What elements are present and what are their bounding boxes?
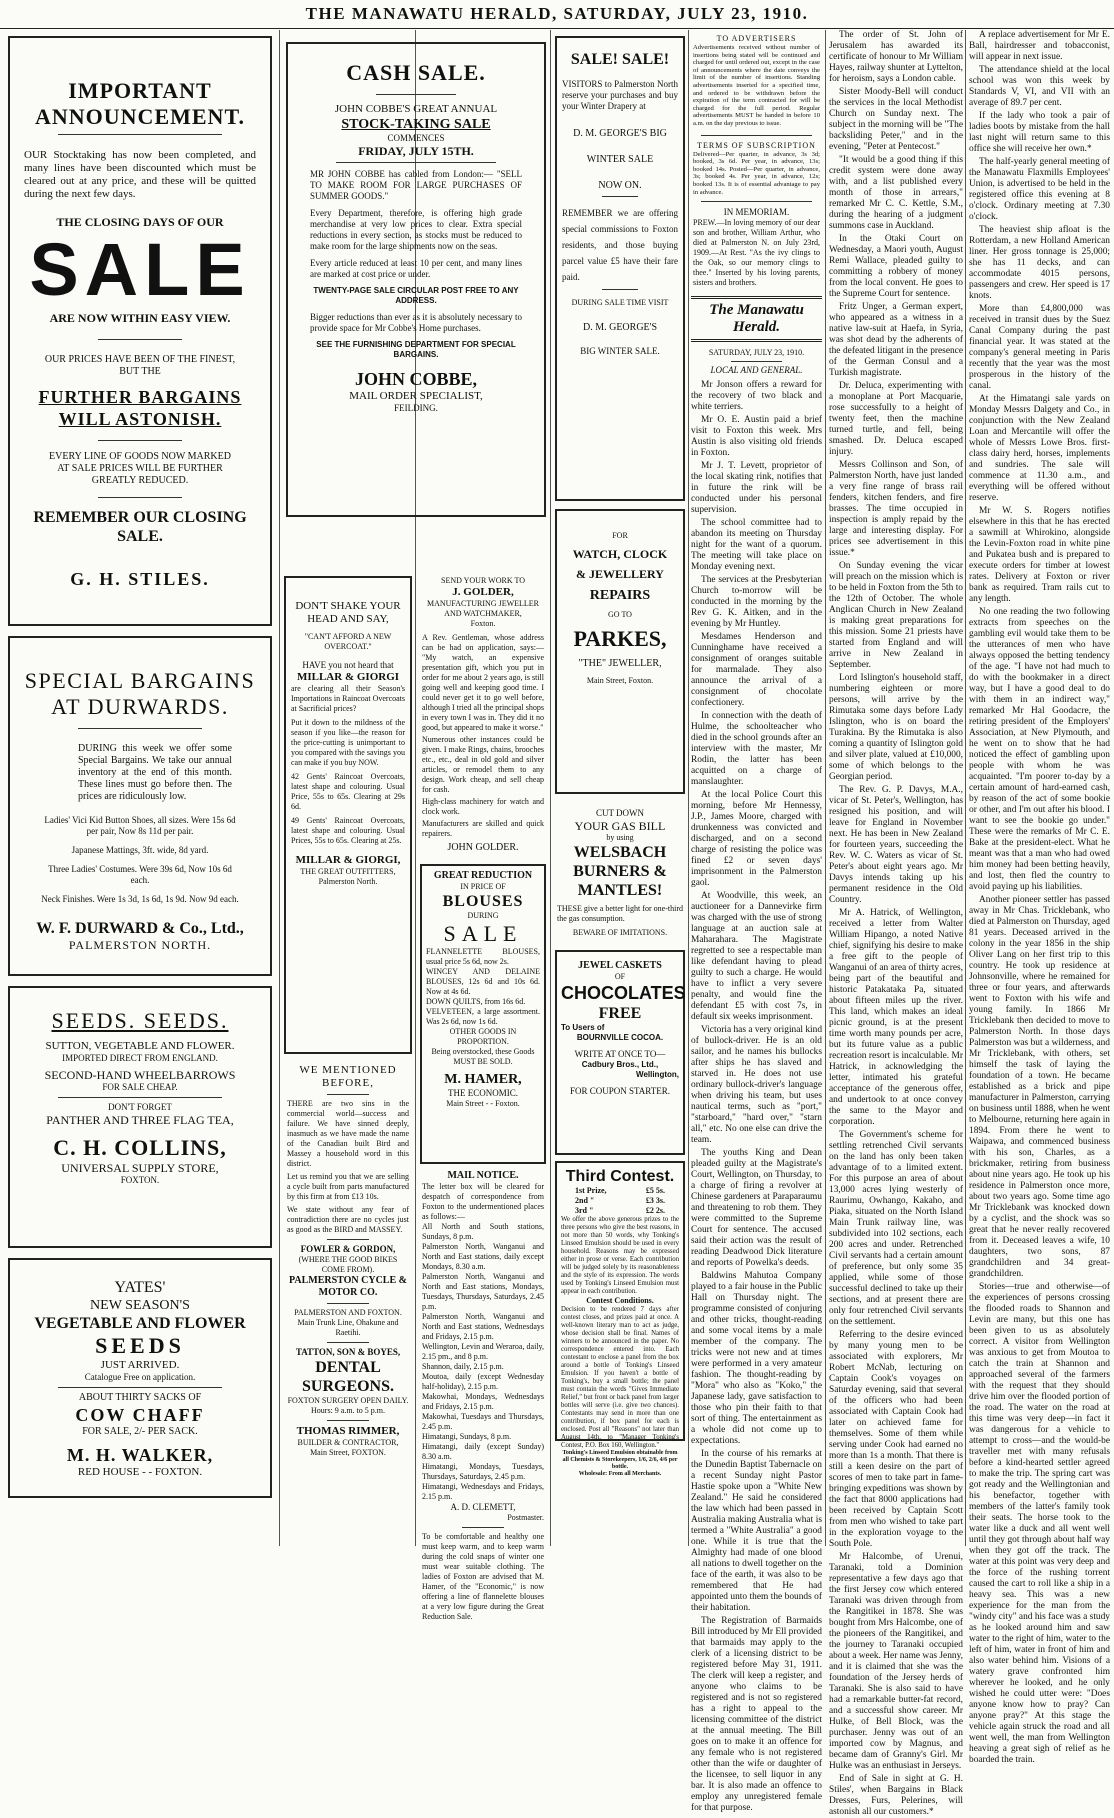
news-paragraph: At Woodville, this week, an auctioneer for a Dannevirke firm was charged with the use of strong language at an auction sale at Maharahara. The Magistrate regretted to see a respectable man like defendant having to plead guilty to such a charge. He would have to inflict a very severe penalty, and would fine the defendant £5 with cost 7s, in default six weeks imprisonment. xyxy=(691,891,822,1023)
advertiser-place: Main Street - - Foxton. xyxy=(446,1099,520,1108)
ad-item: Japanese Mattings, 3ft. wide, 8d yard. xyxy=(71,845,209,855)
news-paragraph: The youths King and Dean pleaded guilty at the Magistrate's Court, Wellington, on Thursday, to a charge of firing a revolver at Chinese gardeners at Paraparaumu and threatening to rob them. They were committed to the Supreme Court for sentence. The accused said their action was the result of reading Deadwood Dick literature and reports of Powelka's deeds. xyxy=(691,1148,822,1269)
ad-body: OUR Stocktaking has now been completed, and many lines have been discounted which must be cleared out at any price, and these will be quitted during the next few days. xyxy=(24,149,256,200)
ad-body: Manufacturers are skilled and quick repairers. xyxy=(422,819,544,838)
ad-item: 49 Gents' Raincoat Overcoats, latest shape and colouring. Usual Prices, 55s to 65s. Clearing at 25s. xyxy=(291,816,405,845)
ad-text: FREE xyxy=(598,1005,642,1022)
section-heading: TO ADVERTISERS xyxy=(716,34,797,43)
ad-text: JOHN COBBE'S GREAT ANNUAL xyxy=(334,103,498,115)
column-7 xyxy=(969,30,1110,1765)
ad-headline: DON'T SHAKE YOUR HEAD AND SAY, xyxy=(295,600,401,625)
advertiser-name: TATTON, SON & BOYES, xyxy=(295,1347,401,1357)
ad-text: THE ECONOMIC. xyxy=(448,1088,518,1098)
ad-text: "CAN'T AFFORD A NEW OVERCOAT." xyxy=(304,632,392,651)
ad-text: MAIL ORDER SPECIALIST, xyxy=(349,390,483,402)
ad-text: SEE THE FURNISHING DEPARTMENT FOR SPECIAL BARGAINS. xyxy=(316,340,516,359)
ad-body: Numerous other instances could be given. I make Rings, chains, brooches etc., etc., deal in old gold and silver articles, or remodel them to any design. Work cheap, and sell cheap for cash. xyxy=(422,735,544,794)
ad-text: BURNERS & xyxy=(573,863,667,880)
ad-text: WRITE AT ONCE TO— xyxy=(574,1049,666,1059)
ad-text: ABOUT THIRTY SACKS OF xyxy=(78,1392,202,1403)
prize-value: £5 5s. xyxy=(645,1186,665,1195)
ad-text: Main Trunk Line, Ohakune and Raetihi. xyxy=(297,1318,399,1337)
mail-sign: A. D. CLEMETT, xyxy=(450,1502,516,1512)
notice-body: Delivered—Per quarter, in advance, 3s 3d; booked, 3s 6d. Per year, in advance, 13s; booked 14s. Posted—Per quarter, in advance, 3s; booked 4s. Per year, in advance, 12s; booked 13s. It is of essential advantage to pay in advance. xyxy=(693,150,820,196)
ad-text: MILLAR & GIORGI xyxy=(296,671,400,683)
ad-item: WINCEY AND DELAINE BLOUSES, 12s 6d and 10s 6d. Now at 4s 6d. xyxy=(426,967,540,996)
ad-text: FURTHER BARGAINS WILL ASTONISH. xyxy=(38,387,242,429)
ad-text: FOR xyxy=(612,531,628,540)
news-paragraph: Mr W. S. Rogers notifies elsewhere in this that he has erected a sawmill at Whirokino, alongside the Levin-Foxton road in white pine and Pukatea bush and is prepared to execute orders for timber at lowest rates. Delivery at Foxton or river bank as required. Tram rails cut to any length. xyxy=(969,506,1110,604)
news-paragraph: Stories—true and otherwise—of the experiences of persons crossing the flooded roads to Shannon and Levin are many, but this one has been given to us as absolutely correct. A visitor from Wellington was anxious to get from Moutoa to catch the train at Shannon and approached several of the farmers with the request that they should drive him over the flooded portion of the road. The water on the road at this time was very deep—in fact it was dangerous for a vehicle to attempt to cross—and the would-be traveller met with many refusals before a kind-hearted settler agreed to make the trip. The spring cart was got ready and the Wellingtonian and his benefactor, together with members of the latter's family took their seats. The horse took to the water like a duck and all went well until they got through about half way when they got off the track. The water at this point was very deep and the force of the rushing torrent caused the cart to roll like a ship in a heavy sea. This was a new experience for the man from the "windy city" and his face was a study as he looked around him and saw water to the right of him, water to the left of him, water in front of him and also water behind him. Visions of a watery grave confronted him wherever he looked, and he only wished he could utter were: "Does anyone know how to pray? Can anyone pray?" At this stage the vehicle again struck the road and all went well, the man from Wellington heaving a great sigh of relief as he boarded the train. xyxy=(969,1282,1110,1765)
ad-item: OTHER GOODS IN PROPORTION. xyxy=(449,1027,517,1046)
ad-body: A Rev. Gentleman, whose address can be had on application, says:— "My watch, an expensive presentation gift, which you put in order for me about 2 years ago, is still going well and keeping good time. I could never get it to go well before, although I tried all the principal shops in every town I was in. They did it no good, but appeared to make it worse." xyxy=(422,633,544,732)
advertiser-place: Palmerston North. xyxy=(318,877,378,886)
mail-body: Moutoa, daily (except Wednesday half-holiday), 2.15 p.m. xyxy=(422,1372,544,1391)
sale-headline: SALE xyxy=(29,228,251,311)
welsbach-advertisement xyxy=(553,802,687,944)
ad-body: We offer the above generous prizes to the three persons who give the best reasons, in not more than 50 words, why Tonking's Linseed Emulsion should be used in every household. Reasons may be expressed either in prose or verse. Each contribution will be judged solely by its reasonableness and the style of its expression. The words used by Tonking's Linseed Emulsion must appear in each contribution. xyxy=(561,1216,679,1295)
collins-advertisement xyxy=(8,986,272,1248)
ad-text: MANUFACTURING JEWELLER AND WATCHMAKER, xyxy=(426,599,540,618)
mail-body: Himatangi, Wednesdays and Fridays, 2.15 p.m. xyxy=(422,1482,544,1501)
ad-text: CHOCOLATES xyxy=(561,983,686,1003)
prize-value: £2 2s. xyxy=(645,1206,665,1215)
ad-text: SEEDS xyxy=(95,1333,185,1358)
advertiser-place: FOXTON. xyxy=(120,1175,160,1185)
ad-body: Every Department, therefore, is offering high grade merchandise at very low prices to clear. Extra special reductions in every section, as stocks must be reduced to make room for the large shipments now on the seas. xyxy=(310,208,522,251)
advertiser-place: PALMERSTON NORTH. xyxy=(68,938,212,952)
notice-body: To be comfortable and healthy one must keep warm, and to keep warm during the cold snaps of winter one must wear suitable clothing. The ladies of Foxton are advised that M. Hamer, of the "Economic," is now offering a line of flannelette blouses at a very low figure during the Great Reduction Sale. xyxy=(422,1532,544,1621)
prize-value: £3 3s. xyxy=(645,1196,665,1205)
ad-text: DON'T FORGET xyxy=(108,1102,172,1112)
ad-body: DURING this week we offer some Special Bargains. We take our annual inventory at the end of this month. These lines must go before then. The prices are ridiculously low. xyxy=(78,743,232,802)
advertiser-name: MILLAR & GIORGI, xyxy=(295,854,401,866)
prize-label: 2nd " xyxy=(575,1196,595,1205)
ad-body: Decision to be rendered 7 days after contest closes, and prizes paid at once. A well-known literary man to act as judge, whose decision shall be final. Names of winners to be announced in the paper. No correspondence entered into. Each contestant to enclose a panel from the box around a bottle of Tonking's Linseed Emulsion. If you haven't a bottle of Tonking's, buy a small bottle; the panel must contain the words "Gives Immediate Relief," but front or back panel from larger bottles will serve (i.e. give two chances). Contestants may send in more than one contribution, if box panel for each is enclosed. Post all "Reasons" not later than August 14th, to "Manager Tonking's Contest, P.O. Box 160, Wellington." xyxy=(561,1306,679,1449)
ad-body: VISITORS to Palmerston North reserve your purchases and buy your Winter Drapery at xyxy=(562,79,678,111)
ad-item: FLANNELETTE BLOUSES, usual price 5s 6d, now 2s. xyxy=(426,947,540,966)
ad-headline: SALE! SALE! xyxy=(570,51,670,68)
column-divider xyxy=(550,30,551,1546)
ad-text: To Users of xyxy=(561,1023,605,1032)
ad-headline: YATES' xyxy=(114,1279,166,1296)
ad-body: Bigger reductions than ever as it is absolutely necessary to provide space for Mr Cobbe's Home purchases. xyxy=(310,312,522,333)
column-divider xyxy=(825,30,826,1546)
ad-text: THE GREAT OUTFITTERS, xyxy=(300,867,396,876)
news-paragraph: In the Otaki Court on Wednesday, a Maori youth, August Remi Wallace, pleaded guilty to committing a robbery of money from the local convent. He goes to the Supreme Court for sentence. xyxy=(829,234,963,299)
ad-text: Foxton. xyxy=(470,619,496,628)
millar-advertisement xyxy=(284,576,412,1054)
notice-body: PREW.—In loving memory of our dear son and brother, William Arthur, who died at Palmerston N. on July 23rd, 1909.—At Rest. "As the ivy clings to the Oak, so our memory clings to thee." Inserted by his loving parents, sisters and brothers. xyxy=(693,218,820,288)
news-paragraph: The school committee had to abandon its meeting on Thursday night for the want of a quorum. The meeting will take place on Monday evening next. xyxy=(691,518,822,573)
news-paragraph: Lord Islington's household staff, numbering eighteen or more persons, will arrive by the Rimutaka some days before Lady Islington, who is on board the Turakina. By the Rimutaka is also coming a quantity of Islington gold and silver plate, valued at £10,000, some of which belongs to the Georgian period. xyxy=(829,673,963,782)
news-paragraph: The services at the Presbyterian Church to-morrow will be conducted in the morning by the Rev G. K. Aitken, and in the evening by Mr Huntley. xyxy=(691,575,822,630)
ad-text: PALMERSTON AND FOXTON. xyxy=(294,1308,402,1317)
ad-text: GREAT REDUCTION xyxy=(433,870,533,881)
cobbe-advertisement xyxy=(286,42,546,517)
prize-label: 1st Prize, xyxy=(575,1186,607,1195)
subscription-notice xyxy=(691,139,822,199)
ad-item: Being overstocked, these Goods MUST BE SOLD. xyxy=(431,1047,535,1066)
news-paragraph: On Sunday evening the vicar will preach on the mission which is to be held in Foxton from the 5th to the 12th of October. The whole Anglican Church in New Zealand is making great preparations for this mission. Some 21 priests have started from England and will arrive in New Zealand in September. xyxy=(829,561,963,670)
parkes-advertisement xyxy=(555,509,685,794)
ad-headline: SEEDS. SEEDS. xyxy=(51,1008,229,1033)
ad-text: YOUR GAS BILL xyxy=(574,819,666,833)
news-paragraph: Messrs Collinson and Son, of Palmerston North, have just landed a very fine range of brass rail fenders, kitchen fenders, and fire brasses. The time occupied in inspection is amply repaid by the large and interesting display. For prices see advertisement in this issue.* xyxy=(829,460,963,558)
ad-text: COW CHAFF xyxy=(75,1405,205,1425)
ad-text: FOR COUPON STARTER. xyxy=(569,1086,670,1096)
news-paragraph: Mr Jonson offers a reward for the recovery of two black and white terriers. xyxy=(691,380,822,413)
news-paragraph: At the local Police Court this morning, before Mr Hennessy, J.P., James Moore, charged with drunkenness was convicted and discharged, and on a second charge of resisting the police was fined £2 or seven days' imprisonment in the Palmerston gaol. xyxy=(691,790,822,889)
advertiser-name: C. H. COLLINS, xyxy=(53,1135,227,1160)
ad-item: 42 Gents' Raincoat Overcoats, latest shape and colouring. Usual Price, 55s to 65s. Clearing at 29s 6d. xyxy=(291,772,405,811)
ad-text: BEWARE OF IMITATIONS. xyxy=(572,928,668,937)
ad-text: Contest Conditions. xyxy=(586,1296,654,1305)
ad-body: High-class machinery for watch and clock work. xyxy=(422,797,544,816)
news-paragraph: The Registration of Barmaids Bill introduced by Mr Ell provided that barmaids may apply to the clerk of a licensing district to be registered before May 31, 1911. The clerk will keep a register, and anyone who claims to be registered and is not so registered has a right to appeal to the licensing committee of the district at the annual meeting. The Bill goes on to make it an offence for any female who is not registered other than the wife or daughter of the licensee, to sell liquor in any bar. It is also made an offence to employ any unregistered female for that purpose. xyxy=(691,1616,822,1814)
news-paragraph: The order of St. John of Jerusalem has awarded its certificate of honour to Mr William Hayes, railway shunter at Lyttelton, for heroism, says a London cable. xyxy=(829,30,963,84)
column-5 xyxy=(691,30,823,1814)
ad-text: JEWEL CASKETS xyxy=(578,960,662,971)
ad-body: are clearing all their Season's Importations in Raincoat Overcoats at Sacrificial prices? xyxy=(291,684,405,713)
ad-text: DURING SALE TIME VISIT xyxy=(571,298,669,307)
ad-headline: SPECIAL BARGAINS AT DURWARDS. xyxy=(24,668,256,719)
ad-body: REMEMBER we are offering special commissions to Foxton residents, and those buying parcel value £5 have their fare paid. xyxy=(562,208,678,282)
news-paragraph: Mr J. T. Levett, proprietor of the local skating rink, notifies that in future the rink will be conducted under his personal supervision. xyxy=(691,461,822,516)
news-paragraph: Mr A. Hatrick, of Wellington, received a letter from Walter William Hipango, a noted Native chief, signifying his desire to make a free gift to the people of Wanganui of an area of thirty acres, being part of the beautiful and historic Patakataka Pa, situated about fifteen miles up the river. This land, which makes an ideal picnic ground, is at the present time worth many pounds per acre, but its future value as a public recreation resort is incalculable. Mr Hatrick, in acknowledging the letter, intimated his grateful acceptance of the generous offer, and undertook to at once convey the same to the Mayor and corporation. xyxy=(829,908,963,1127)
golder-advertisement xyxy=(418,570,548,860)
news-paragraph: Mr O. E. Austin paid a brief visit to Foxton this week. Mrs Austin is also visiting old friends in Foxton. xyxy=(691,415,822,459)
ad-item: Ladies' Vici Kid Button Shoes, all sizes. Were 15s 6d per pair, Now 8s 11d per pair. xyxy=(44,815,236,836)
to-advertisers-notice xyxy=(691,30,822,132)
ad-text: STOCK-TAKING SALE xyxy=(341,117,491,132)
column-6 xyxy=(829,30,963,1817)
news-paragraph: The half-yearly general meeting of the Manawatu Flaxmills Employees' Union, is advertised to be held in the registered office this evening at 8 o'clock. Ordinary meeting at 7.30 o'clock. xyxy=(969,157,1110,222)
ad-sign: JOHN GOLDER. xyxy=(447,842,519,853)
column-2 xyxy=(282,570,414,1546)
ad-text: REPAIRS xyxy=(589,588,651,603)
news-paragraph: More than £4,800,000 was received in transit dues by the Suez Canal Company during the past financial year. It was stated at the company's general meeting in Paris recently that the year was the most prosperous in the history of the canal. xyxy=(969,304,1110,391)
ad-body: Let us remind you that we are selling a cycle built from parts manufactured by this firm at from £13 10s. xyxy=(287,1172,409,1201)
news-paragraph: Referring to the desire evinced by many young men to be associated with explorers, Mr Robert McNab, lecturing on Captain Cook's voyages on Saturday evening, said that several of the officers who had been associated with Captain Cook had later on achieved fame for themselves. Some of them while serving under Cook had earned no more than 1s a month. That there is still a keen desire on the part of scores of men to take part in fame-bringing expeditions was shown by the fact that 8000 applications had been received by Captain Scott from men who wished to take part in the exploration voyage to the South Pole. xyxy=(829,1330,963,1549)
news-paragraph: Mr Halcombe, of Urenui, Taranaki, told a Dominion representative a few days ago that the first Jersey cow which entered Taranaki was driven through from the Rangitikei in 1878. She was bought from Mrs Halcombe, one of the pioneers of the Rangitikei, and the journey to Taranaki occupied about a week. Her name was Jenny, and it is claimed that she was the foundation of the Jersey herds of Taranaki. She is also said to have had a remarkable butter-fat record, and a successful show career. Mr Hulke, of Bell Block, was the purchaser. Jenny was out of an imported cow by Magnus, and became dam of Granny's Girl. Mr Hulke was an enthusiast in Jerseys. xyxy=(829,1552,963,1771)
mail-notice xyxy=(418,1168,548,1624)
ad-text: Hours: 9 a.m. to 5 p.m. xyxy=(311,1406,385,1415)
advertiser-place: Main Street, Foxton. xyxy=(586,676,654,685)
ad-text: THE CLOSING DAYS OF OUR xyxy=(56,215,224,229)
fowler-gordon-advertisement xyxy=(282,1060,414,1462)
ad-body: Put it down to the mildness of the season if you like—the reason for the price-cutting is unimportant to you compared with the savings you can make if you buy NOW. xyxy=(291,718,405,767)
ad-text: BUILDER & CONTRACTOR, xyxy=(297,1438,399,1447)
advertiser-name: G. H. STILES. xyxy=(70,569,210,589)
news-paragraph: Sister Moody-Bell will conduct the services in the local Methodist Church on Sunday next. The subject in the morning will be "The backsliding Peter," and in the evening, "Peter at Pentecost." xyxy=(829,87,963,152)
news-paragraph: The heaviest ship afloat is the Rotterdam, a new Holland American liner. Her gross tonnage is 25,000; she has 11 decks, and can accommodate 4015 persons, passengers and crew. Her speed is 17 knots. xyxy=(969,225,1110,301)
ad-text: WATCH, CLOCK xyxy=(572,547,668,561)
prize-label: 3rd " xyxy=(575,1206,594,1215)
ad-text: Catalogue Free on application. xyxy=(84,1372,196,1382)
column-3 xyxy=(418,570,548,1621)
mail-body: Palmerston North, Wanganui and North and East stations, Wednesdays and Fridays, 2.15 p.m. xyxy=(422,1312,544,1341)
news-paragraph: Victoria has a very original kind of bullock-driver. He is an old sailor, and he names his bullocks after ships he has slaved and starved in. He does not use ordinary bullock-driver's language when driving his team, but uses nautical terms, such as "port," "starboard," "hard over," "starn all," etc. No one else can drive the team. xyxy=(691,1025,823,1146)
news-paragraph: The attendance shield at the local school was won this week by Standards V, VI, and VII with an average of 89.7 per cent. xyxy=(969,65,1110,108)
ad-text: VEGETABLE AND FLOWER xyxy=(34,1315,246,1332)
ad-text: PANTHER AND THREE FLAG TEA, xyxy=(46,1113,234,1127)
column-1 xyxy=(4,30,276,1546)
column-4 xyxy=(553,30,687,1546)
advertiser-place: RED HOUSE - - FOXTON. xyxy=(77,1466,203,1478)
mail-body: Makowhai, Tuesdays and Thursdays, 2.45 p.m. xyxy=(422,1412,544,1431)
ad-text: WELSBACH xyxy=(573,844,667,861)
news-paragraph: At the Himatangi sale yards on Monday Messrs Dalgety and Co., in conjunction with the New Zealand Loan and Mercantile will offer the whole of Messrs Lowe Bros. first-class dairy herd, horses, implements and sundries. The sale will commence at 11.30 a.m., and everything will be offered without reserve. xyxy=(969,394,1110,503)
news-paragraph: No one reading the two following extracts from speeches on the gambling evil would take them to be the utterances of men who have always opposed the betting tendency of the age. "I have not had much to do with the bookmaker in a direct way, but I have a good deal to do with them in an indirect way," remarked Mr Hal Goodacre, the retiring president of the Employers' Association, at New Plymouth, and he went on to show that he had noticed the effect of gambling upon people with whom he was acquainted. "I'm poorer to-day by a certain amount of hard-earned cash, by reason of the act of some bookie or other, and I'm out after his blood. I want to see the bookie go under." These were the remarks of Mr C. E. Bake at the president-elect. What he meant was that a man who had owed him money had been betting heavily, and lost, then fled the country to avoid paying up his liabilities. xyxy=(969,607,1110,892)
ad-text: OUR PRICES HAVE BEEN OF THE FINEST, BUT THE xyxy=(44,354,236,377)
newspaper-masthead: THE MANAWATU HERALD, SATURDAY, JULY 23, 1910. xyxy=(0,0,1114,29)
ad-text: NEW SEASON'S xyxy=(90,1298,190,1313)
ad-text: Wholesale: From all Merchants. xyxy=(578,1471,662,1477)
column-divider xyxy=(965,30,966,1546)
ad-headline: IMPORTANT ANNOUNCEMENT. xyxy=(35,78,245,129)
ad-text: BLOUSES xyxy=(442,893,524,910)
mail-body: Himatangi, Sundays, 8 p.m. xyxy=(422,1432,512,1441)
news-paragraph: The Rev. G. P. Davys, M.A., vicar of St. Peter's, Wellington, has resigned his position, and will leave for England in November next. He has been in New Zealand for fourteen years, succeeding the Rev. W. C. Waters as vicar of St. Peter's about eight years ago. Mr Davys intends taking up his permanent residence in the Old Country. xyxy=(829,785,963,905)
news-paragraph: End of Sale in sight at G. H. Stiles', when Bargains in Black Dresses, Furs, Pelerines, will astonish all our customers.* xyxy=(829,1774,963,1817)
ad-text: UNIVERSAL SUPPLY STORE, xyxy=(61,1161,219,1175)
ad-text: DURING xyxy=(467,911,499,920)
ad-text: SALE xyxy=(443,921,523,946)
ad-text: SEND YOUR WORK TO xyxy=(441,576,525,585)
tonking-contest-advertisement xyxy=(555,1161,685,1477)
ad-text: CUT DOWN xyxy=(595,808,645,818)
ad-text: OF xyxy=(614,972,626,981)
ad-text: Wellington, xyxy=(636,1070,679,1079)
walker-advertisement xyxy=(8,1258,272,1498)
ad-text: PALMERSTON CYCLE & MOTOR CO. xyxy=(289,1275,407,1298)
ad-headline: WE MENTIONED BEFORE, xyxy=(299,1064,397,1089)
news-paragraph: If the lady who took a pair of ladies boots by mistake from the hall last night will return same to this office she will receive her own.* xyxy=(969,111,1110,154)
ad-item: Three Ladies' Costumes. Were 39s 6d, Now 10s 6d each. xyxy=(48,864,232,885)
advertiser-name: FOWLER & GORDON, xyxy=(300,1244,396,1254)
section-heading: MAIL NOTICE. xyxy=(447,1170,519,1181)
ad-text: NOW ON. xyxy=(598,180,642,191)
stiles-advertisement xyxy=(8,36,272,626)
ad-text: ARE NOW WITHIN EASY VIEW. xyxy=(49,311,231,325)
advertiser-name: M. HAMER, xyxy=(444,1072,522,1087)
ad-body: THESE give a better light for one-third the gas consumption. xyxy=(557,904,683,923)
news-paragraph: Dr. Deluca, experimenting with a monoplane at Port Macquarie, rose successfully to a height of twenty feet, then the machine turned turtle, and fell, being smashed. Dr. Deluca escaped injury. xyxy=(829,381,963,457)
ad-text: FOR SALE, 2/- PER SACK. xyxy=(82,1426,198,1437)
section-heading: TERMS OF SUBSCRIPTION xyxy=(697,140,816,150)
ad-body: MR JOHN COBBE has cabled from London:— "SELL TO MAKE ROOM FOR LARGE PURCHASES OF SUMMER GOODS." xyxy=(310,169,522,201)
ad-body: We state without any fear of contradiction there are no cycles just as good as the BIRD and MASSEY. xyxy=(287,1205,409,1234)
ad-item: VELVETEEN, a large assortment. Was 2s 6d, now 1s 6d. xyxy=(426,1007,540,1026)
mail-body: Himatangi, Mondays, Tuesdays, Thursdays, Saturdays, 2.45 p.m. xyxy=(422,1462,544,1481)
ad-item: DOWN QUILTS, from 16s 6d. xyxy=(426,997,526,1006)
ad-body: THERE are two sins in the commercial world—success and failure. We have sinned deeply, inasmuch as we have made the name of the Canadian built Bird and Massey a household word in this district. xyxy=(287,1099,409,1168)
mail-body: Shannon, daily, 2.15 p.m. xyxy=(422,1362,504,1371)
news-paragraph: The Government's scheme for settling retrenched Civil servants on the land has only been taken advantage of to a limited extent. For this purpose an area of about 13,000 acres lying westerly of Raurimu, Owhango, Kakaho, and Piaka, situated on the North Island Main Trunk railway line, was subdivided into 102 sections, each 200 acres and under. Retrenched Civil servants had a certain amount of preference, but only some 35 applied, while some of those successful declined to take up their sections, and at present there are only four retrenched Civil servants on the settlement. xyxy=(829,1130,963,1327)
advertiser-name: JOHN COBBE, xyxy=(354,369,478,389)
mail-body: Wellington, Levin and Weraroa, daily, 2.15 pm., and 8 p.m. xyxy=(422,1342,544,1361)
ad-text: FOR SALE CHEAP. xyxy=(102,1082,178,1092)
news-paragraph: Another pioneer settler has passed away in Mr Chas. Tricklebank, who died at Palmerston on Thursday, aged 81 years. Deceased arrived in the colony in the year 1856 in the ship Oliver Lang on her first trip to this country. He took up residence at Johnsonville, where he remained for three or four years, and afterwards went to Foxton with his wife and young family. In 1866 Mr Tricklebank then decided to move to Palmerston North. In those days Palmerston was but a wilderness, and Mr Tricklebank, with others, set himself the task of laying the foundation of a town. He became established as a brick and pipe manufacturer in Palmerston, carrying on business until 1888, when he went to Melbourne, returning here again in 1894. From there he went to Waipawa, and commenced business with his son, Charles, as a brickmaker, retiring from business about nine years ago. He took up his residence in Palmerston once more, about two years ago. Some time ago Mr Tricklebank was knocked down by a cyclist, and the shock was so great that he never really recovered from it. Deceased leaves a wife, 10 daughters, two sons, 87 grandchildren and 34 great-grandchildren. xyxy=(969,895,1110,1279)
ad-text: (WHERE THE GOOD BIKES COME FROM). xyxy=(298,1255,398,1274)
news-paragraph: In connection with the death of Hulme, the schoolteacher who died in the school grounds after an interview with the master, Mr Rodin, the latter has been acquitted on a charge of manslaughter. xyxy=(691,711,822,788)
ad-headline: CASH SALE. xyxy=(346,60,486,85)
ad-text: HAVE you not heard that xyxy=(302,660,394,670)
ad-text: BIG WINTER SALE. xyxy=(580,346,660,356)
hamer-advertisement xyxy=(420,864,546,1164)
mail-sign: Postmaster. xyxy=(507,1513,544,1522)
ad-text: SUTTON, VEGETABLE AND FLOWER. xyxy=(45,1040,235,1052)
mail-body: Himatangi, daily (except Sunday) 8.30 a.m. xyxy=(422,1442,544,1461)
section-heading: IN MEMORIAM. xyxy=(723,207,790,218)
mail-body: Makowhai, Mondays, Wednesdays and Fridays, 2.15 p.m. xyxy=(422,1392,544,1411)
news-paragraph: Fritz Unger, a German expert, who appeared as a witness in a native law-suit at Haefa, in Syria, was shot dead by the adherents of the defeated litigant in the presence of the German Consul and a Turkish magistrate. xyxy=(829,302,963,378)
george-advertisement xyxy=(555,36,685,501)
advertiser-name: M. H. WALKER, xyxy=(66,1445,214,1465)
ad-text: FOXTON SURGERY OPEN DAILY. xyxy=(287,1396,409,1405)
ad-text: JUST ARRIVED. xyxy=(100,1359,180,1371)
mail-body: Palmerston North, Wanganui and North and East stations, Mondays, Tuesdays, Thursdays, Saturdays, 2.45 p.m. xyxy=(422,1272,544,1311)
cadbury-advertisement xyxy=(555,950,685,1155)
newspaper-flag: The Manawatu Herald. xyxy=(691,296,822,342)
ad-text: EVERY LINE OF GOODS NOW MARKED AT SALE PRICES WILL BE FURTHER GREATLY REDUCED. xyxy=(49,451,231,486)
advertiser-name: J. GOLDER, xyxy=(452,586,514,598)
news-paragraph: Mesdames Henderson and Cunninghame have received a consignment of oranges suitable for marmalade. They also announce the arrival of a consignment of chocolate confectionery. xyxy=(691,632,822,709)
ad-text: SECOND-HAND WHEELBARROWS xyxy=(44,1068,236,1082)
ad-body: Every article reduced at least 10 per cent, and many lines are marked at cost price or under. xyxy=(310,258,522,279)
ad-text: TWENTY-PAGE SALE CIRCULAR POST FREE TO ANY ADDRESS. xyxy=(313,286,519,305)
news-paragraph: A replace advertisement for Mr E. Ball, hairdresser and tobacconist, will appear in next issue. xyxy=(969,30,1110,62)
ad-text: WINTER SALE xyxy=(586,154,654,165)
ad-text: Tonking's Linseed Emulsion obtainable from all Chemists & Storekeepers, 1/6, 2/6, 4/6 per bottle. xyxy=(562,1450,678,1470)
mail-body: Palmerston North, Wanganui and North and East stations, daily except Mondays, 8.30 a.m. xyxy=(422,1242,544,1271)
advertiser-place: Main Street, FOXTON. xyxy=(310,1448,386,1457)
mail-body: The letter box will be cleared for despatch of correspondence from Foxton to the undermentioned places as follows:— xyxy=(422,1182,544,1221)
ad-text: COMMENCES xyxy=(387,133,445,143)
ad-headline: Third Contest. xyxy=(565,1168,675,1185)
ad-text: FRIDAY, JULY 15TH. xyxy=(358,144,474,158)
advertiser-name: D. M. GEORGE'S BIG xyxy=(573,128,667,139)
durward-advertisement xyxy=(8,636,272,976)
ad-text: by using xyxy=(606,833,634,842)
ad-text: BOURNVILLE COCOA. xyxy=(576,1033,664,1042)
ad-text: IN PRICE OF xyxy=(460,882,506,891)
ad-text: REMEMBER OUR CLOSING SALE. xyxy=(33,509,247,545)
notice-body: Advertisements received without number of insertions being stated will be continued and charged for until ordered out, except in the case of announcements where the date conveys the limit of the number of insertions. Standing advertisements inserted for a specified time, and ordered to be withdrawn before the expiration of the term contracted for will be charged for the full period. Regular advertisements MUST be handed in before 10 a.m. on the day previous to issue. xyxy=(693,44,820,127)
advertiser-place: FEILDING. xyxy=(394,403,438,413)
news-paragraph: "It would be a good thing if this credit system were done away with, and a list published every month of those in arrears," remarked Mr C. C. Kettle, S.M., during the hearing of a judgment summons case in Auckland. xyxy=(829,155,963,231)
section-heading: LOCAL AND GENERAL. xyxy=(710,365,803,376)
in-memoriam-notice xyxy=(691,205,822,290)
ad-text: DENTAL SURGEONS. xyxy=(301,1359,395,1395)
ad-text: GO TO xyxy=(608,610,632,619)
advertiser-name: D. M. GEORGE'S xyxy=(582,322,658,333)
news-paragraph: Baldwins Mahutoa Company played to a fair house in the Public Hall on Thursday night. The programme consisted of conjuring and other tricks, thought-reading and some vocal items by a male member of the company. The tricks were not new and at times were performed in a very amateur fashion. The thought-reading by "Mora" who also as "Koko," the Japanese lady, gave satisfaction to those who pin their faith to that sort of thing. The entertainment as a whole did not come up to expectations. xyxy=(691,1271,822,1447)
advertiser-name: W. F. DURWARD & Co., Ltd., xyxy=(36,920,244,937)
advertiser-name: THOMAS RIMMER, xyxy=(296,1425,400,1437)
ad-text: MANTLES! xyxy=(577,882,663,899)
issue-date: SATURDAY, JULY 23, 1910. xyxy=(708,348,805,358)
column-divider xyxy=(279,30,280,1546)
ad-text: Cadbury Bros., Ltd., xyxy=(581,1060,659,1069)
mail-body: All North and South stations, Sundays, 8 p.m. xyxy=(422,1222,544,1241)
news-paragraph: In the course of his remarks at the Dunedin Baptist Tabernacle on a recent Sunday night Pastor Hastie spoke upon a "White New Zealand." He said he considered the law which had been passed in Australia making Australia what is termed a "White Australia" a good one. While it is true that the Almighty had made of one blood all nations to dwell together on the face of the earth, it was also to be remembered that He had appointed unto them the bounds of their habitation. xyxy=(691,1449,822,1614)
ad-text: IMPORTED DIRECT FROM ENGLAND. xyxy=(62,1053,218,1063)
column-divider xyxy=(688,30,689,1546)
ad-item: Neck Finishes. Were 1s 3d, 1s 6d, 1s 9d. Now 9d each. xyxy=(41,894,239,904)
ad-text: & JEWELLERY xyxy=(576,567,664,581)
ad-text: "THE" JEWELLER, xyxy=(578,658,662,669)
advertiser-name: PARKES, xyxy=(573,626,667,651)
